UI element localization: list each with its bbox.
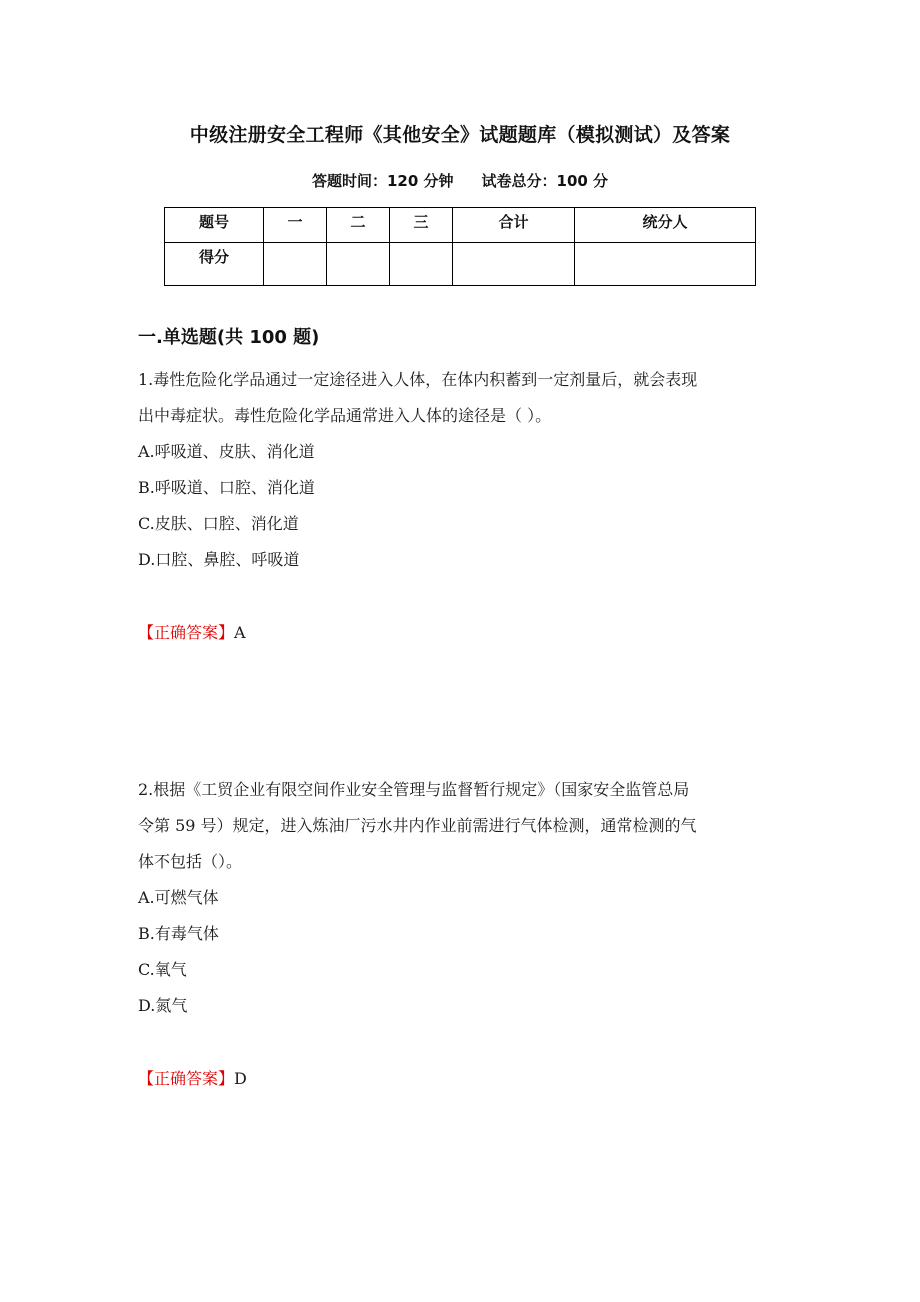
answer-label: 【正确答案】 [138, 1069, 235, 1088]
section-title: 一.单选题(共 100 题) [138, 327, 320, 348]
option-c: C.氧气 [138, 960, 187, 979]
question-stem-line: 1.毒性危险化学品通过一定途径进入人体，在体内积蓄到一定剂量后，就会表现 [138, 370, 698, 389]
answer-value: D [234, 1069, 247, 1088]
question-stem-line: 令第 59 号）规定，进入炼油厂污水井内作业前需进行气体检测，通常检测的气 [138, 816, 697, 835]
question-1 [138, 362, 788, 578]
score-table-header: 统分人 [574, 208, 755, 243]
score-cell [264, 243, 327, 286]
score-table-header: 合计 [452, 208, 574, 243]
option-a: A.可燃气体 [138, 888, 219, 907]
question-stem-line: 体不包括（）。 [138, 852, 243, 871]
score-row-label: 得分 [165, 243, 264, 286]
question-2 [138, 772, 788, 1024]
score-table [164, 207, 756, 286]
document-title: 中级注册安全工程师《其他安全》试题题库（模拟测试）及答案 [189, 124, 731, 146]
option-d: D.口腔、鼻腔、呼吸道 [138, 550, 300, 569]
option-c: C.皮肤、口腔、消化道 [138, 514, 299, 533]
option-d: D.氮气 [138, 996, 188, 1015]
score-table-header-row [165, 208, 756, 243]
question-stem-line: 2.根据《工贸企业有限空间作业安全管理与监督暂行规定》（国家安全监管总局 [138, 780, 690, 799]
exam-meta [0, 170, 920, 191]
score-table-header: 二 [326, 208, 389, 243]
answer-2 [138, 1066, 247, 1089]
score-cell [326, 243, 389, 286]
option-b: B.呼吸道、口腔、消化道 [138, 478, 315, 497]
exam-time: 答题时间：120 分钟 [311, 172, 454, 190]
option-a: A.呼吸道、皮肤、消化道 [138, 442, 315, 461]
exam-total-score: 试卷总分：100 分 [481, 172, 609, 190]
score-table-header: 一 [264, 208, 327, 243]
question-stem-line: 出中毒症状。毒性危险化学品通常进入人体的途径是（ ）。 [138, 406, 552, 425]
answer-label: 【正确答案】 [138, 623, 235, 642]
score-table-header: 三 [389, 208, 452, 243]
score-cell [574, 243, 755, 286]
score-cell [389, 243, 452, 286]
answer-value: A [234, 623, 246, 642]
score-table-score-row [165, 243, 756, 286]
score-cell [452, 243, 574, 286]
score-table-header: 题号 [165, 208, 264, 243]
option-b: B.有毒气体 [138, 924, 219, 943]
answer-1 [138, 620, 246, 643]
